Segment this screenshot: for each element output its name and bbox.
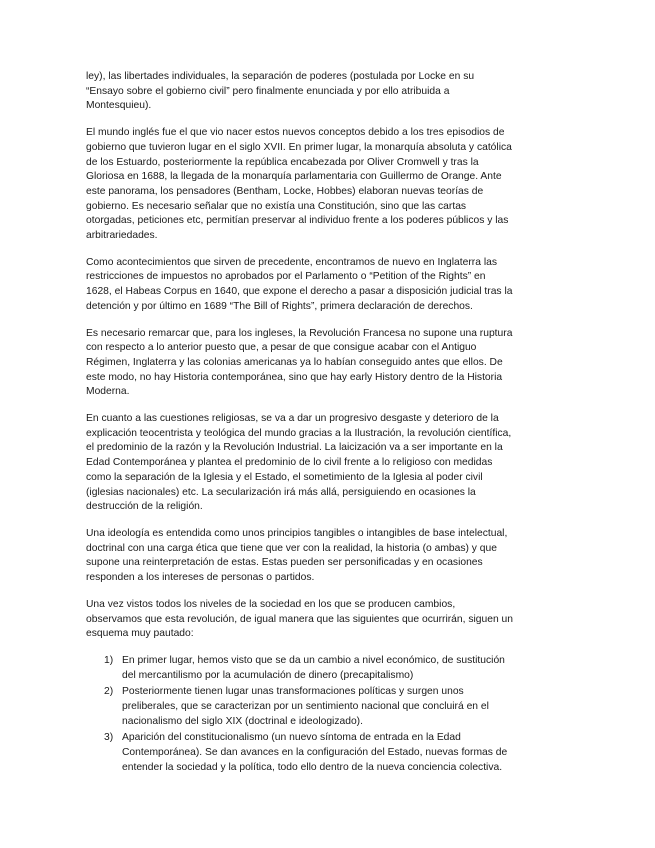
list-item-number: 1) bbox=[104, 654, 114, 666]
paragraph-ideologia: Una ideología es entendida como unos principios tangibles o intangibles de base intelectual, doctrinal con una carga ética que tiene que ver con la realidad, la historia (o ambas) y que supone una reinterpretación de estas. Estas pueden ser personificadas y en ocasiones responden a los intereses de personas o partidos. bbox=[86, 527, 508, 584]
paragraph-revolucion-francesa: Es necesario remarcar que, para los ingleses, la Revolución Francesa no supone una ruptura con respecto a lo anterior puesto que, a pesar de que consigue acabar con el Antiguo Régimen, Inglaterra y las colonias americanas ya lo habían conseguido antes que ellos. De este modo, no hay Historia contemporánea, sino que hay early History dentro de la Historia Moderna. bbox=[86, 327, 513, 398]
list-item-text: En primer lugar, hemos visto que se da un cambio a nivel económico, de sustitución del mercantilismo por la acumulación de dinero (precapitalismo) bbox=[122, 654, 505, 681]
paragraph-mundo-ingles: El mundo inglés fue el que vio nacer estos nuevos conceptos debido a los tres episodios de gobierno que tuvieron lugar en el siglo XVII. En primer lugar, la monarquía absoluta y católica de los Estuardo, posteriormente la república encabezada por Oliver Cromwell y tras la Gloriosa en 1688, la llegada de la monarquía parlamentaria con Guillermo de Orange. Ante este panorama, los pensadores (Bentham, Locke, Hobbes) elaboran nuevas teorías de gobierno. Es necesario señalar que no existía una Constitución, sino que las cartas otorgadas, peticiones etc, permitían preservar al individuo frente a los poderes públicos y las arbitrariedades. bbox=[86, 127, 512, 242]
list-item bbox=[86, 654, 514, 683]
document-page bbox=[86, 70, 514, 778]
paragraph-cuestiones-religiosas: En cuanto a las cuestiones religiosas, se va a dar un progresivo desgaste y deterioro de la explicación teocentrista y teológica del mundo gracias a la Ilustración, la revolución científica, el predominio de la razón y la Revolución Industrial. La laicización va a ser importante en la Edad Contemporánea y plantea el predominio de lo civil frente a lo religioso con medidas como la separación de la Iglesia y el Estado, el sometimiento de la Iglesia al poder civil (iglesias nacionales) etc. La secularización irá más allá, persiguiendo en ocasiones la destrucción de la religión. bbox=[86, 413, 512, 513]
paragraph-precedentes: Como acontecimientos que sirven de precedente, encontramos de nuevo en Inglaterra las restricciones de impuestos no aprobados por el Parlamento o “Petition of the Rights” en 1628, el Habeas Corpus en 1640, que expone el derecho a pasar a disposición judicial tras la detención y por último en 1689 “The Bill of Rights”, primera declaración de derechos. bbox=[86, 256, 513, 312]
list-item-text: Aparición del constitucionalismo (un nuevo síntoma de entrada en la Edad Contemporánea). Se dan avances en la configuración del Estado, nuevas formas de entender la sociedad y la política, todo ello dentro de la nueva conciencia colectiva. bbox=[122, 732, 508, 773]
list-item bbox=[86, 731, 514, 775]
list-item-text: Posteriormente tienen lugar unas transformaciones políticas y surgen unos preliberales, que se caracterizan por un sentimiento nacional que concluirá en el nacionalismo del siglo XIX (doctrinal e ideologizado). bbox=[122, 686, 489, 727]
paragraph-separacion-poderes: ley), las libertades individuales, la separación de poderes (postulada por Locke en su “Ensayo sobre el gobierno civil” pero finalmente enunciada y por ello atribuida a Montesquieu). bbox=[86, 71, 475, 112]
list-item-number: 2) bbox=[104, 686, 114, 698]
numbered-list bbox=[86, 654, 514, 776]
list-item-number: 3) bbox=[104, 732, 114, 744]
paragraph-esquema: Una vez vistos todos los niveles de la sociedad en los que se producen cambios, observamos que esta revolución, de igual manera que las siguientes que ocurrirán, siguen un esquema muy pautado: bbox=[86, 598, 514, 640]
list-item bbox=[86, 685, 514, 729]
